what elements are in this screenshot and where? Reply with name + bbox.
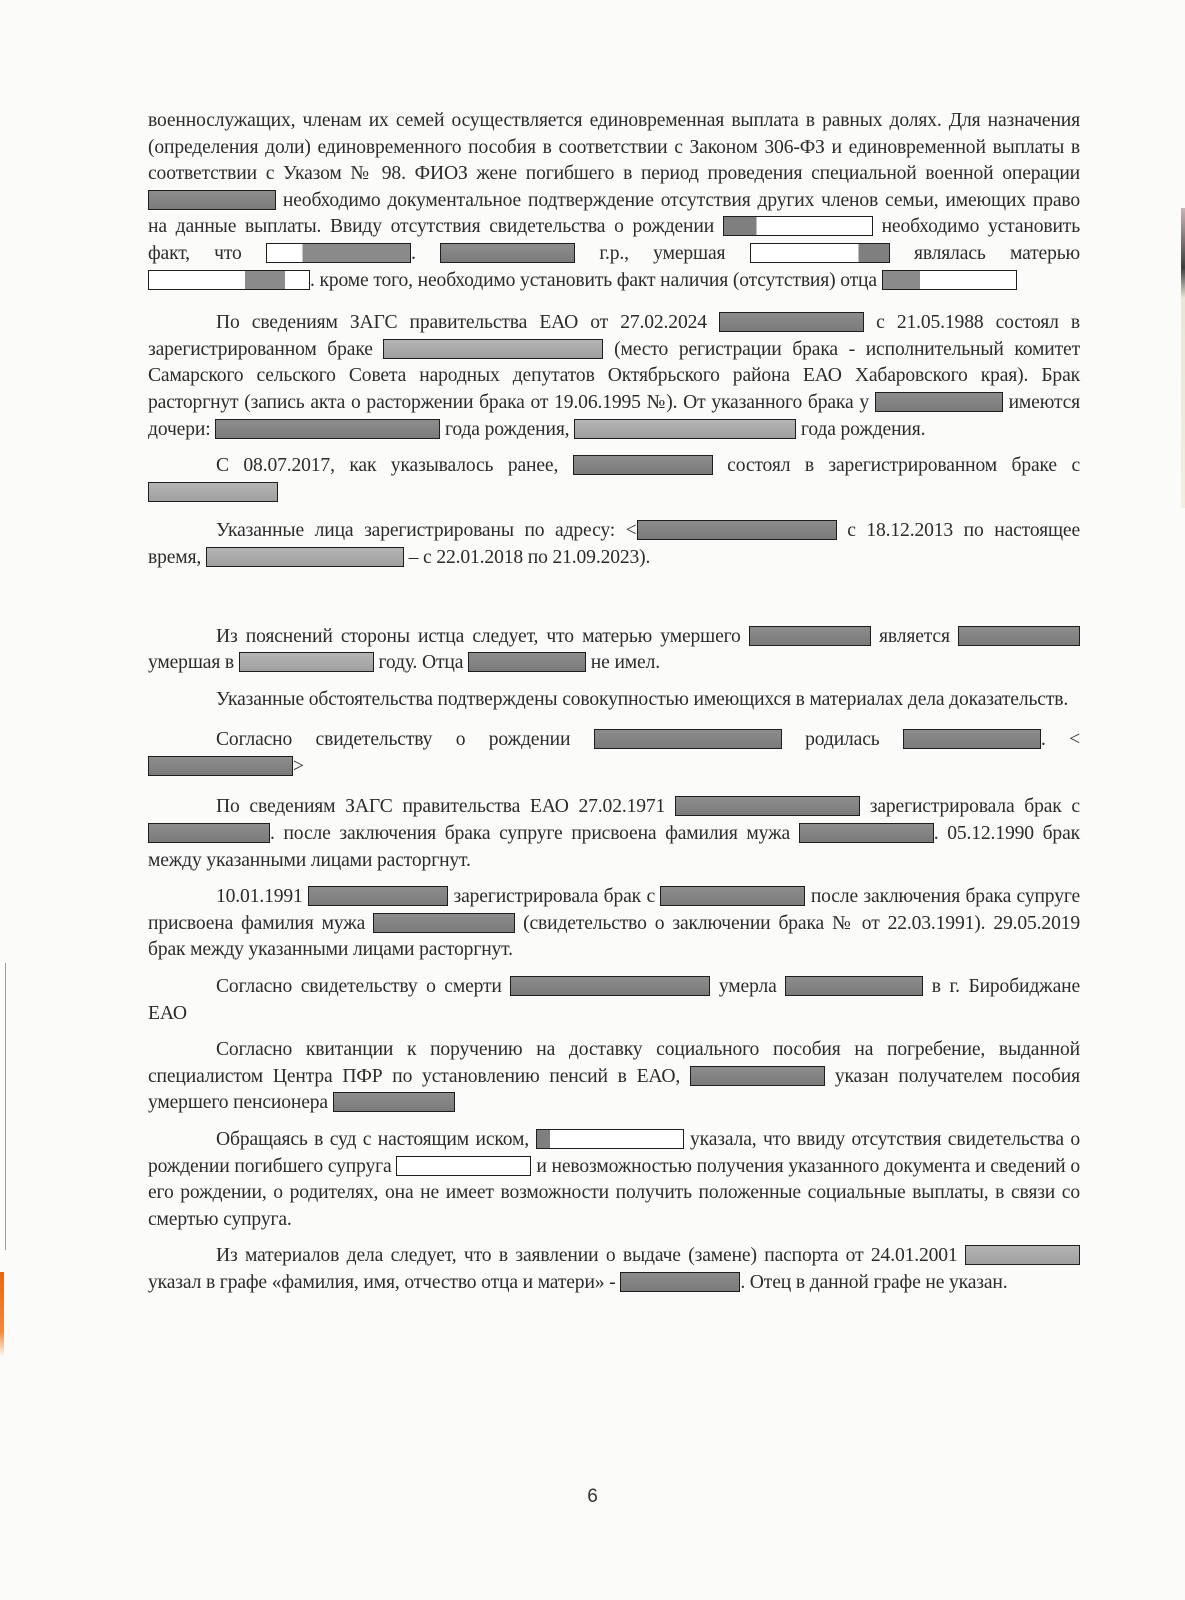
paragraph-benefit-eligibility: военнослужащих, членам их семей осуществляется единовременная выплата в равных долях. Для назначения (определения доли) единовременного пособия в соответствии с Законом 306-ФЗ и единовременной выплаты в соответствии с Указом № 98. ФИОЗ жене погибшего в период проведения специальной военной операции необходимо документальное подтверждение отсутствия других членов семьи, имеющих право на данные выплаты. Ввиду отсутствия свидетельства о рождении необходимо установить факт, что . г.р., умершая являлась матерью . кроме того, необходимо установить факт наличия (отсутствия) отца: [148, 110, 1080, 291]
redaction-box: [440, 243, 575, 263]
paragraph-registration-address: Указанные лица зарегистрированы по адресу: < с 18.12.2013 по настоящее время, – с 22.01.2018 по 21.09.2023).: [148, 520, 1080, 568]
redaction-box: [750, 243, 890, 263]
paragraph-plaintiff-explanation: Из пояснений стороны истца следует, что матерью умершего является умершая в году. Отца не имел.: [148, 624, 1080, 677]
redaction-box: [903, 729, 1041, 749]
redaction-box: [148, 190, 276, 210]
page-edge-orange-strip: [0, 1272, 4, 1357]
paragraph-zags-marriage-1988: По сведениям ЗАГС правительства ЕАО от 27.02.2024 с 21.05.1988 состоял в зарегистрированном браке (место регистрации брака - исполнительный комитет Самарского сельского Совета народных депутатов Октябрьского района ЕАО Хабаровского края). Брак расторгнут (запись акта о расторжении брака от 19.06.1995 №). От указанного брака у имеются дочери: года рождения, года рождения.: [148, 312, 1081, 440]
paragraph-zags-marriage-1971: По сведениям ЗАГС правительства ЕАО 27.02.1971 зарегистрировала брак с . после заключения брака супруге присвоена фамилия мужа . 05.12.1990 брак между указанными лицами расторгнут.: [148, 796, 1080, 871]
redaction-box: [373, 913, 515, 933]
redaction-box: [620, 1272, 740, 1292]
redaction-box: [308, 886, 448, 906]
redaction-box: [594, 729, 782, 749]
paragraph-passport-application: Из материалов дела следует, что в заявлении о выдаче (замене) паспорта от 24.01.2001 указал в графе «фамилия, имя, отчество отца и матери» - . Отец в данной графе не указан.: [148, 1243, 1080, 1296]
page-edge-right: [1181, 208, 1185, 508]
paragraph-circumstances-confirmed: Указанные обстоятельства подтверждены совокупностью имеющихся в материалах дела доказательств.: [216, 688, 1069, 710]
redaction-box: [396, 1156, 531, 1176]
redaction-box: [958, 626, 1080, 646]
redaction-box: [723, 216, 873, 236]
page-number: 6: [587, 1486, 598, 1507]
document-page: [148, 108, 1080, 1297]
page-edge-left: [0, 963, 6, 1250]
redaction-box: [333, 1092, 455, 1112]
redaction-box: [719, 312, 864, 332]
redaction-box: [239, 652, 374, 672]
redaction-box: [536, 1129, 684, 1149]
redaction-box: [148, 482, 278, 502]
redaction-box: [675, 796, 860, 816]
paragraph-lawsuit-claim: Обращаясь в суд с настоящим иском, указала, что ввиду отсутствия свидетельства о рождении погибшего супруга и невозможностью получения указанного документа и сведений о его рождении, о родителях, она не имеет возможности получить положенные социальные выплаты, в связи со смертью супруга.: [148, 1129, 1081, 1230]
redaction-box: [468, 652, 586, 672]
redaction-box: [266, 243, 411, 263]
redaction-box: [749, 626, 871, 646]
paragraph-marriage-2017: С 08.07.2017, как указывалось ранее, состоял в зарегистрированном браке с: [148, 453, 1080, 506]
redaction-box: [148, 270, 310, 290]
redaction-box: [383, 339, 603, 359]
redaction-box: [148, 756, 293, 776]
redaction-box: [637, 520, 837, 540]
redaction-box: [510, 976, 710, 996]
redaction-box: [148, 823, 270, 843]
redaction-box: [690, 1066, 825, 1086]
paragraph-death-certificate: Согласно свидетельству о смерти умерла в г. Биробиджане ЕАО: [148, 976, 1080, 1024]
paragraph-birth-certificate: Согласно свидетельству о рождении родилась . <>: [148, 727, 1080, 780]
redaction-box: [573, 455, 713, 475]
redaction-box: [965, 1245, 1080, 1265]
paragraph-marriage-1991: 10.01.1991 зарегистрировала брак с после заключения брака супруге присвоена фамилия мужа (свидетельство о заключении брака № от 22.03.1991). 29.05.2019 брак между указанными лицами расторгнут.: [148, 886, 1081, 961]
redaction-box: [875, 392, 1003, 412]
redaction-box: [882, 270, 1017, 290]
redaction-box: [660, 886, 805, 906]
redaction-box: [215, 419, 440, 439]
redaction-box: [574, 419, 796, 439]
redaction-box: [799, 823, 934, 843]
redaction-box: [785, 976, 923, 996]
paragraph-burial-allowance: Согласно квитанции к поручению на доставку социального пособия на погребение, выданной специалистом Центра ПФР по установлению пенсий в ЕАО, указан получателем пособия умершего пенсионера: [148, 1039, 1080, 1114]
redaction-box: [206, 547, 404, 567]
